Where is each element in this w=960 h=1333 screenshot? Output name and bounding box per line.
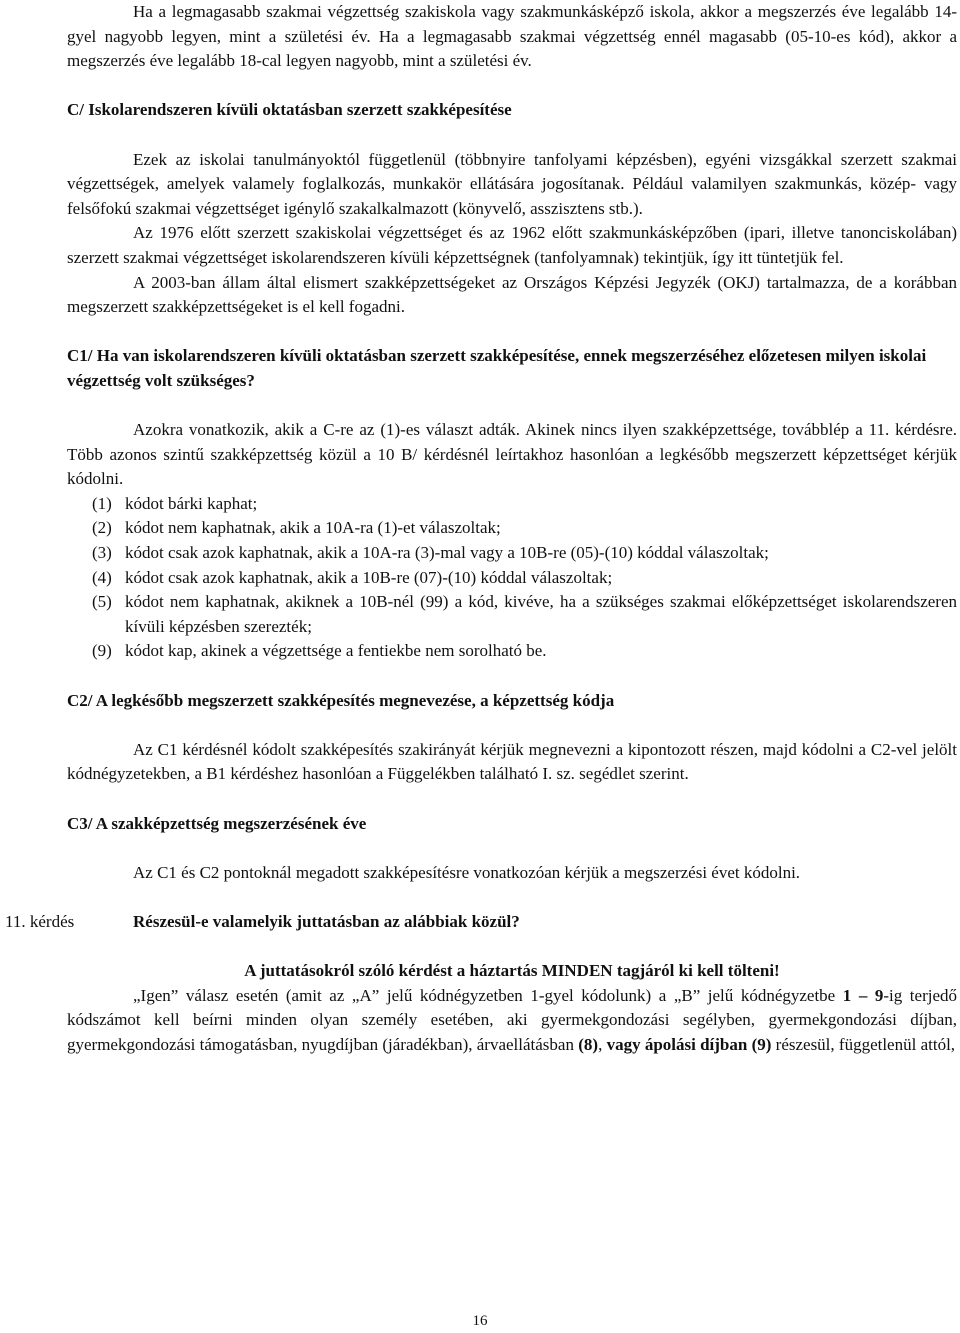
section-c1-paragraph: Azokra vonatkozik, akik a C-re az (1)-es választ adták. Akinek nincs ilyen szakképzettsége, továbblép a 11. kérdésre. Több azonos szintű szakképzettség közül a 10 B/ kérdésnél leírtakhoz hasonlóan a legkésőbb megszerzett képzettséget kérjük kódolni. xyxy=(67,420,957,489)
list-item-number: (3) xyxy=(92,543,112,563)
list-item-text: kódot csak azok kaphatnak, akik a 10A-ra (3)-mal vagy a 10B-re (05)-(10) kóddal válaszoltak; xyxy=(125,543,769,563)
page-number: 16 xyxy=(472,1313,488,1329)
question-11-label: 11. kérdés xyxy=(5,911,75,931)
document-page xyxy=(5,0,958,1058)
list-item-text: kódot bárki kaphat; xyxy=(125,493,258,513)
list-item-number: (1) xyxy=(92,493,112,513)
question-11-row xyxy=(5,910,957,935)
section-c3-heading: C3/ A szakképzettség megszerzésének éve xyxy=(67,813,367,833)
section-c-paragraph-2: Az 1976 előtt szerzett szakiskolai végzettséget és az 1962 előtt szakmunkásképzőben (ipari, illetve tanonciskolában) szerzett szakmai végzettséget iskolarendszeren kívüli képzettségnek (tanfolyamnak) tekintjük, így itt tüntetjük fel. xyxy=(67,223,957,267)
list-item-text: kódot kap, akinek a végzettsége a fentiekbe nem sorolható be. xyxy=(125,641,547,661)
list-item-text: kódot nem kaphatnak, akik a 10A-ra (1)-et válaszoltak; xyxy=(125,518,501,538)
question-11-paragraph: „Igen” válasz esetén (amit az „A” jelű kódnégyzetben 1-gyel kódolunk) a „B” jelű kódnégyzetbe 1 – 9-ig terjedő kódszámot kell beírni minden olyan személy esetében, aki gyermekgondozási segélyben, gyermekgondozási díjban, gyermekgondozási támogatásban, nyugdíjban (járadékban), árvaellátásban (8), vagy ápolási díjban (9) részesül, függetlenül attól, xyxy=(67,985,958,1054)
intro-paragraph: Ha a legmagasabb szakmai végzettség szakiskola vagy szakmunkásképző iskola, akkor a megszerzés éve legalább 14-gyel nagyobb legyen, mint a születési év. Ha a legmagasabb szakmai végzettség ennél magasabb (05-10-es kód), akkor a megszerzés éve legalább 18-cal legyen nagyobb, mint a születési év. xyxy=(67,2,957,71)
list-item-text: kódot csak azok kaphatnak, akik a 10B-re (07)-(10) kóddal válaszoltak; xyxy=(125,567,613,587)
section-c1-heading: C1/ Ha van iskolarendszeren kívüli oktatásban szerzett szakképesítése, ennek megszerzéséhez előzetesen milyen iskolai végzettség volt szükséges? xyxy=(67,346,927,390)
list-item xyxy=(92,566,957,591)
list-item-number: (9) xyxy=(92,641,112,661)
section-c3-paragraph: Az C1 és C2 pontoknál megadott szakképesítésre vonatkozóan kérjük a megszerzési évet kódolni. xyxy=(133,862,801,882)
section-c2-heading: C2/ A legkésőbb megszerzett szakképesítés megnevezése, a képzettség kódja xyxy=(67,690,615,710)
list-item xyxy=(92,590,957,639)
section-c-paragraph-3: A 2003-ban állam által elismert szakképzettségeket az Országos Képzési Jegyzék (OKJ) tartalmazza, de a korábban megszerzett szakképzettségeket is el kell fogadni. xyxy=(67,272,957,317)
list-item-text: kódot nem kaphatnak, akiknek a 10B-nél (99) a kód, kivéve, ha a szükséges szakmai előképzettséget iskolarendszeren kívüli képzésben szerezték; xyxy=(125,592,957,636)
section-c-paragraph-1: Ezek az iskolai tanulmányoktól függetlenül (többnyire tanfolyami képzésben), egyéni vizsgákkal szerzett szakmai végzettségek, amelyek valamely foglalkozás, munkakör ellátására jogosítanak. Például valamilyen szakmunkás, közép- vagy felsőfokú szakmai végzettséget igénylő szakalkalmazott (könyvelő, asszisztens stb.). xyxy=(67,149,957,218)
list-item xyxy=(92,639,957,664)
list-item xyxy=(92,541,957,566)
list-item-number: (5) xyxy=(92,592,112,612)
list-item xyxy=(92,516,957,541)
list-item-number: (4) xyxy=(92,567,112,587)
section-c-heading: C/ Iskolarendszeren kívüli oktatásban szerzett szakképesítése xyxy=(67,100,512,120)
section-c2-paragraph: Az C1 kérdésnél kódolt szakképesítés szakirányát kérjük megnevezni a kipontozott részen, majd kódolni a C2-vel jelölt kódnégyzetekben, a B1 kérdéshez hasonlóan a Függelékben található I. sz. segédlet szerint. xyxy=(67,739,957,784)
question-11-text: Részesül-e valamelyik juttatásban az alábbiak közül? xyxy=(133,911,520,931)
question-11-notice: A juttatásokról szóló kérdést a háztartás MINDEN tagjáról ki kell tölteni! xyxy=(244,961,780,981)
list-item-number: (2) xyxy=(92,518,112,538)
list-item xyxy=(92,492,957,517)
